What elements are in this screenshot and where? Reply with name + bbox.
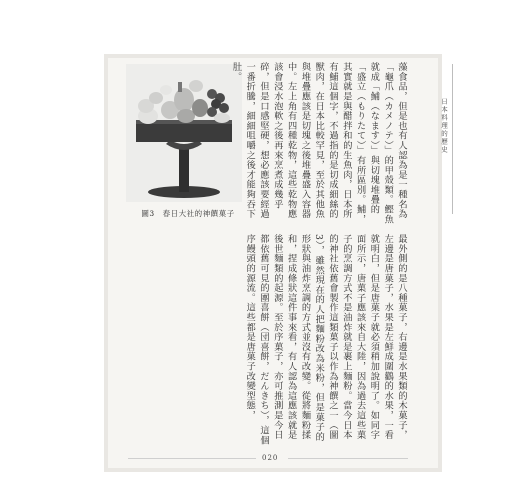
- top-paragraph: 藻食品，但是也有人認為是一種名為「龜爪（カメノテ）」的甲殼類。鰹魚就成「鯆（なます）」與切塊堆疊的「盛立（もりたて）」有所區別。鯆，其實就是與醋拌和的生魚肉，日本所有鯆這個字，不過指的是切成細絲的獸肉，在日本比較罕見，至於其他魚與堆疊應該是切塊之後堆疊盛入容器中。左上角有四種乾物，這些乾物應該會浸水泡軟之後再來烹煮成幾乎碎，但是口感堅硬，想必應該要經過一番折騰，細細咀嚼之後才能夠吞下肚。: [230, 62, 407, 224]
- top-column-text-block: [230, 62, 408, 226]
- figure-photo: [126, 64, 242, 202]
- bottom-column-text-block: [126, 234, 408, 446]
- footer-rule-right: [288, 458, 408, 459]
- header-rule: [452, 64, 453, 214]
- footer-rule-left: [128, 458, 256, 459]
- bottom-paragraph: 最外側的是八種菓子，右邊是水果類的木菓子，左邊是唐菓子，水果是左鮮成圍鸛的水果，一看就明白，但是唐菓子就必須稍加說明了。如同字面所示，唐菓子應該來自大陸，因為過去這些菓子的烹調方式不是油炸就是裹上麵粉。當今日本的神社依舊會製作這類菓子以作為神饌之一（圖3），雖然現在的人把麵粉改為米粉，但是菓子的形狀與油炸烹調的方式並沒有改變。從將麵粉揉和，捏成條狀這件事來看，有人認為這應該就是後世麵類的起源。至於序菓子，亦可推測是今日都依舊可見的團喜餅（団喜餅，だんきち），這個序饅頭的源流。這些都是唐菓子改變型態，: [244, 234, 407, 445]
- page-number: 020: [262, 454, 279, 462]
- figure-caption: 圖3 春日大社的神饌菓子: [141, 209, 235, 218]
- offering-stand-illustration: [126, 64, 242, 202]
- running-header: 日本料理的歷史: [440, 98, 448, 154]
